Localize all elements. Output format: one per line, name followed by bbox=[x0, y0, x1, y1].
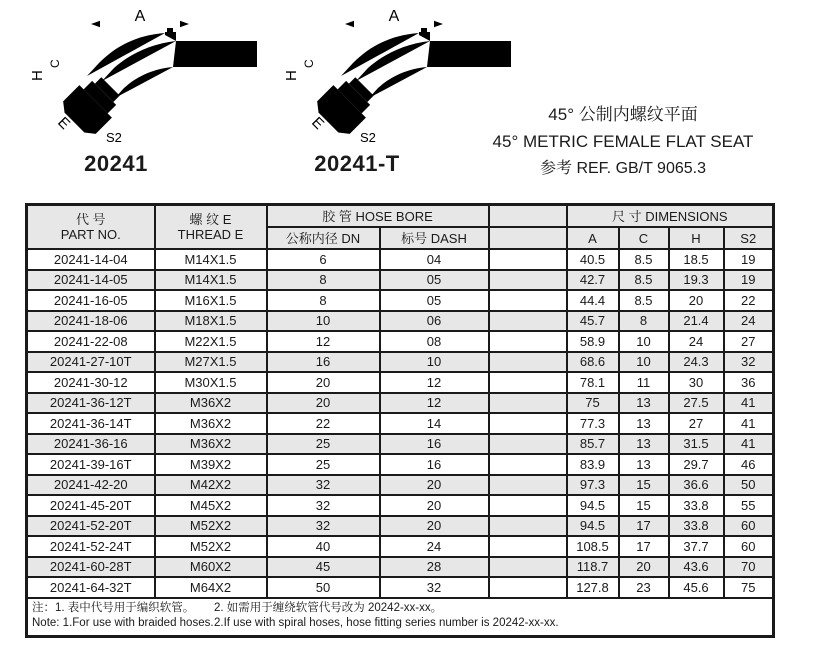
cell-h: 33.8 bbox=[669, 495, 724, 516]
cell-a: 75 bbox=[567, 393, 619, 414]
cell-dash: 08 bbox=[380, 331, 489, 352]
cell-h: 24 bbox=[669, 331, 724, 352]
cell-dn: 50 bbox=[267, 577, 380, 598]
cell-dn: 32 bbox=[267, 516, 380, 537]
cell-thread: M52X2 bbox=[155, 516, 267, 537]
cell-c: 8.5 bbox=[619, 270, 669, 291]
cell-s2: 50 bbox=[724, 475, 774, 496]
cell-part: 20241-14-04 bbox=[27, 249, 155, 270]
cell-thread: M42X2 bbox=[155, 475, 267, 496]
cell-dash: 20 bbox=[380, 495, 489, 516]
note-en-1: Note: 1.For use with braided hoses. bbox=[32, 617, 214, 629]
note-line-en bbox=[32, 616, 772, 632]
cell-a: 83.9 bbox=[567, 454, 619, 475]
cell-dn: 8 bbox=[267, 290, 380, 311]
cell-c: 17 bbox=[619, 536, 669, 557]
cell-a: 94.5 bbox=[567, 516, 619, 537]
title-chinese: 45° 公制内螺纹平面 bbox=[548, 105, 698, 124]
cell-dn: 20 bbox=[267, 372, 380, 393]
table-row bbox=[27, 290, 774, 311]
table-row bbox=[27, 352, 774, 373]
cell-part: 20241-45-20T bbox=[27, 495, 155, 516]
cell-dn: 8 bbox=[267, 270, 380, 291]
cell-part: 20241-14-05 bbox=[27, 270, 155, 291]
cell-blank bbox=[489, 290, 567, 311]
part-number-label-20241t: 20241-T bbox=[314, 151, 400, 176]
table-row bbox=[27, 434, 774, 455]
cell-blank bbox=[489, 393, 567, 414]
cell-blank bbox=[489, 331, 567, 352]
cell-dash: 12 bbox=[380, 372, 489, 393]
cell-h: 19.3 bbox=[669, 270, 724, 291]
cell-part: 20241-30-12 bbox=[27, 372, 155, 393]
cell-c: 15 bbox=[619, 475, 669, 496]
col-header-blank-top bbox=[489, 205, 567, 228]
cell-blank bbox=[489, 557, 567, 578]
cell-c: 13 bbox=[619, 413, 669, 434]
col-header-s2: S2 bbox=[724, 227, 774, 249]
cell-blank bbox=[489, 352, 567, 373]
cell-dash: 05 bbox=[380, 290, 489, 311]
cell-c: 10 bbox=[619, 331, 669, 352]
cell-blank bbox=[489, 577, 567, 598]
cell-a: 78.1 bbox=[567, 372, 619, 393]
col-header-blank-bottom bbox=[489, 227, 567, 249]
col-header-c: C bbox=[619, 227, 669, 249]
table-row bbox=[27, 475, 774, 496]
cell-dash: 20 bbox=[380, 475, 489, 496]
notes-row bbox=[27, 598, 774, 637]
cell-part: 20241-52-20T bbox=[27, 516, 155, 537]
cell-h: 37.7 bbox=[669, 536, 724, 557]
cell-dn: 6 bbox=[267, 249, 380, 270]
cell-blank bbox=[489, 516, 567, 537]
cell-a: 58.9 bbox=[567, 331, 619, 352]
note-en-2: 2.If use with spiral hoses, hose fitting series number is 20242-xx-xx. bbox=[214, 617, 559, 629]
col-header-dash: 标号 DASH bbox=[380, 227, 489, 249]
cell-part: 20241-27-10T bbox=[27, 352, 155, 373]
cell-thread: M18X1.5 bbox=[155, 311, 267, 332]
cell-part: 20241-22-08 bbox=[27, 331, 155, 352]
cell-a: 97.3 bbox=[567, 475, 619, 496]
cell-blank bbox=[489, 495, 567, 516]
cell-h: 21.4 bbox=[669, 311, 724, 332]
cell-s2: 60 bbox=[724, 536, 774, 557]
cell-blank bbox=[489, 413, 567, 434]
cell-dash: 05 bbox=[380, 270, 489, 291]
note-line-cn bbox=[32, 601, 772, 617]
note-cn-2: 2. 如需用于缠绕软管代号改为 20242-xx-xx。 bbox=[214, 601, 443, 614]
cell-thread: M16X1.5 bbox=[155, 290, 267, 311]
cell-dash: 28 bbox=[380, 557, 489, 578]
cell-dn: 25 bbox=[267, 454, 380, 475]
cell-h: 27 bbox=[669, 413, 724, 434]
cell-h: 43.6 bbox=[669, 557, 724, 578]
cell-part: 20241-39-16T bbox=[27, 454, 155, 475]
cell-thread: M52X2 bbox=[155, 536, 267, 557]
table-row bbox=[27, 393, 774, 414]
note-cn-1: 注：1. 表中代号用于编织软管。 bbox=[32, 601, 195, 614]
table-row bbox=[27, 331, 774, 352]
cell-dn: 22 bbox=[267, 413, 380, 434]
spec-table-body bbox=[27, 249, 774, 598]
cell-thread: M39X2 bbox=[155, 454, 267, 475]
cell-a: 40.5 bbox=[567, 249, 619, 270]
col-header-h: H bbox=[669, 227, 724, 249]
cell-blank bbox=[489, 311, 567, 332]
cell-a: 44.4 bbox=[567, 290, 619, 311]
table-row bbox=[27, 577, 774, 598]
cell-a: 118.7 bbox=[567, 557, 619, 578]
cell-s2: 41 bbox=[724, 434, 774, 455]
cell-s2: 19 bbox=[724, 270, 774, 291]
cell-c: 13 bbox=[619, 454, 669, 475]
cell-s2: 55 bbox=[724, 495, 774, 516]
spec-table bbox=[25, 203, 775, 638]
cell-a: 45.7 bbox=[567, 311, 619, 332]
cell-part: 20241-60-28T bbox=[27, 557, 155, 578]
cell-blank bbox=[489, 454, 567, 475]
cell-blank bbox=[489, 475, 567, 496]
cell-thread: M36X2 bbox=[155, 413, 267, 434]
col-header-part-no-cn: 代 号 bbox=[75, 212, 106, 227]
cell-c: 8.5 bbox=[619, 249, 669, 270]
table-row bbox=[27, 270, 774, 291]
cell-part: 20241-36-16 bbox=[27, 434, 155, 455]
cell-thread: M27X1.5 bbox=[155, 352, 267, 373]
cell-c: 8 bbox=[619, 311, 669, 332]
col-header-part-no-en: PART NO. bbox=[60, 227, 121, 242]
table-row bbox=[27, 249, 774, 270]
cell-dn: 25 bbox=[267, 434, 380, 455]
cell-dn: 16 bbox=[267, 352, 380, 373]
cell-c: 23 bbox=[619, 577, 669, 598]
notes-cell bbox=[27, 598, 774, 637]
cell-part: 20241-64-32T bbox=[27, 577, 155, 598]
cell-blank bbox=[489, 249, 567, 270]
cell-part: 20241-18-06 bbox=[27, 311, 155, 332]
cell-dn: 32 bbox=[267, 475, 380, 496]
cell-dash: 16 bbox=[380, 454, 489, 475]
cell-c: 15 bbox=[619, 495, 669, 516]
cell-a: 94.5 bbox=[567, 495, 619, 516]
cell-thread: M36X2 bbox=[155, 434, 267, 455]
cell-s2: 32 bbox=[724, 352, 774, 373]
cell-a: 68.6 bbox=[567, 352, 619, 373]
cell-c: 20 bbox=[619, 557, 669, 578]
cell-h: 18.5 bbox=[669, 249, 724, 270]
cell-part: 20241-42-20 bbox=[27, 475, 155, 496]
table-row bbox=[27, 516, 774, 537]
cell-dash: 12 bbox=[380, 393, 489, 414]
col-header-thread bbox=[155, 205, 267, 250]
cell-h: 36.6 bbox=[669, 475, 724, 496]
cell-thread: M64X2 bbox=[155, 577, 267, 598]
cell-dash: 10 bbox=[380, 352, 489, 373]
cell-s2: 46 bbox=[724, 454, 774, 475]
cell-c: 13 bbox=[619, 434, 669, 455]
table-row bbox=[27, 372, 774, 393]
cell-part: 20241-36-12T bbox=[27, 393, 155, 414]
table-row bbox=[27, 454, 774, 475]
cell-s2: 41 bbox=[724, 413, 774, 434]
cell-c: 10 bbox=[619, 352, 669, 373]
cell-part: 20241-16-05 bbox=[27, 290, 155, 311]
cell-a: 77.3 bbox=[567, 413, 619, 434]
cell-part: 20241-52-24T bbox=[27, 536, 155, 557]
cell-dash: 20 bbox=[380, 516, 489, 537]
cell-thread: M60X2 bbox=[155, 557, 267, 578]
cell-c: 8.5 bbox=[619, 290, 669, 311]
cell-dash: 04 bbox=[380, 249, 489, 270]
cell-thread: M45X2 bbox=[155, 495, 267, 516]
cell-thread: M30X1.5 bbox=[155, 372, 267, 393]
col-header-thread-en: THREAD E bbox=[177, 227, 244, 242]
cell-s2: 75 bbox=[724, 577, 774, 598]
cell-h: 20 bbox=[669, 290, 724, 311]
cell-s2: 60 bbox=[724, 516, 774, 537]
cell-blank bbox=[489, 270, 567, 291]
cell-h: 31.5 bbox=[669, 434, 724, 455]
cell-h: 24.3 bbox=[669, 352, 724, 373]
cell-h: 30 bbox=[669, 372, 724, 393]
table-row bbox=[27, 495, 774, 516]
cell-dn: 12 bbox=[267, 331, 380, 352]
cell-dash: 14 bbox=[380, 413, 489, 434]
table-row bbox=[27, 557, 774, 578]
cell-dn: 20 bbox=[267, 393, 380, 414]
cell-dn: 10 bbox=[267, 311, 380, 332]
cell-dash: 16 bbox=[380, 434, 489, 455]
cell-dn: 40 bbox=[267, 536, 380, 557]
cell-a: 85.7 bbox=[567, 434, 619, 455]
cell-s2: 36 bbox=[724, 372, 774, 393]
cell-dash: 24 bbox=[380, 536, 489, 557]
table-header-row-1 bbox=[27, 205, 774, 228]
title-block bbox=[477, 101, 769, 182]
cell-a: 108.5 bbox=[567, 536, 619, 557]
table-row bbox=[27, 311, 774, 332]
col-header-a: A bbox=[567, 227, 619, 249]
cell-blank bbox=[489, 372, 567, 393]
part-number-label-20241: 20241 bbox=[84, 151, 148, 176]
cell-s2: 22 bbox=[724, 290, 774, 311]
fitting-drawing-20241 bbox=[26, 4, 262, 154]
cell-blank bbox=[489, 536, 567, 557]
col-header-thread-cn: 螺 纹 E bbox=[189, 212, 232, 227]
cell-thread: M14X1.5 bbox=[155, 249, 267, 270]
cell-h: 27.5 bbox=[669, 393, 724, 414]
cell-a: 42.7 bbox=[567, 270, 619, 291]
table-row bbox=[27, 413, 774, 434]
title-english: 45° METRIC FEMALE FLAT SEAT bbox=[492, 132, 754, 151]
cell-h: 29.7 bbox=[669, 454, 724, 475]
col-header-dimensions: 尺 寸 DIMENSIONS bbox=[567, 205, 774, 228]
cell-h: 45.6 bbox=[669, 577, 724, 598]
table-row bbox=[27, 536, 774, 557]
title-reference: 参考 REF. GB/T 9065.3 bbox=[540, 160, 706, 177]
cell-dn: 45 bbox=[267, 557, 380, 578]
cell-thread: M36X2 bbox=[155, 393, 267, 414]
cell-s2: 27 bbox=[724, 331, 774, 352]
cell-dash: 06 bbox=[380, 311, 489, 332]
cell-thread: M14X1.5 bbox=[155, 270, 267, 291]
cell-h: 33.8 bbox=[669, 516, 724, 537]
cell-a: 127.8 bbox=[567, 577, 619, 598]
cell-c: 11 bbox=[619, 372, 669, 393]
col-header-dn: 公称内径 DN bbox=[267, 227, 380, 249]
cell-s2: 24 bbox=[724, 311, 774, 332]
cell-c: 13 bbox=[619, 393, 669, 414]
col-header-hose-bore: 胶 管 HOSE BORE bbox=[267, 205, 489, 228]
cell-s2: 41 bbox=[724, 393, 774, 414]
cell-thread: M22X1.5 bbox=[155, 331, 267, 352]
col-header-part-no bbox=[27, 205, 155, 250]
cell-blank bbox=[489, 434, 567, 455]
cell-s2: 19 bbox=[724, 249, 774, 270]
cell-dn: 32 bbox=[267, 495, 380, 516]
cell-dash: 32 bbox=[380, 577, 489, 598]
cell-c: 17 bbox=[619, 516, 669, 537]
cell-s2: 70 bbox=[724, 557, 774, 578]
cell-part: 20241-36-14T bbox=[27, 413, 155, 434]
